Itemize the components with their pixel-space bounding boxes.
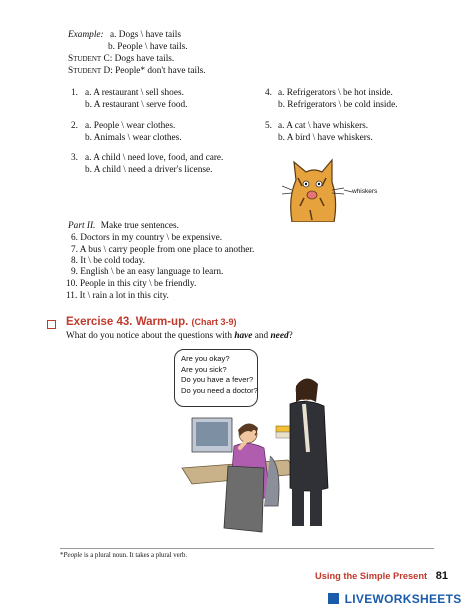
item-number: 3. (71, 153, 78, 163)
keyword-have: have (234, 331, 253, 341)
item-1b: b. A restaurant \ serve food. (85, 100, 188, 110)
part2-instruction: Make true sentences. (100, 221, 179, 231)
footnote-divider (60, 548, 434, 549)
liveworksheets-logo-icon (328, 593, 339, 604)
item-1a: a. A restaurant \ sell shoes. (85, 88, 184, 98)
page-footer (315, 570, 448, 582)
part2-item: 7. A bus \ carry people from one place to another. (71, 245, 255, 255)
student-c-line: C: Dogs have tails. (101, 54, 175, 64)
student-c-name: Student (68, 54, 102, 64)
page-number: 81 (435, 570, 448, 582)
part2-item: 8. It \ be cold today. (71, 256, 146, 266)
example-b: b. People \ have tails. (108, 42, 188, 52)
example-label: Example: (68, 30, 104, 40)
item-3a: a. A child \ need love, food, and care. (85, 153, 224, 163)
item-4b: b. Refrigerators \ be cold inside. (278, 100, 398, 110)
speech-bubble (174, 349, 258, 407)
cat-illustration (282, 150, 372, 222)
item-5a: a. A cat \ have whiskers. (278, 121, 369, 131)
exercise-question: What do you notice about the questions with have and need? (66, 331, 293, 341)
item-4a: a. Refrigerators \ be hot inside. (278, 88, 393, 98)
item-number: 2. (71, 121, 78, 131)
exercise-title: Exercise 43. Warm-up. (66, 316, 189, 328)
item-3b: b. A child \ need a driver's license. (85, 165, 213, 175)
example-a: a. Dogs \ have tails (109, 30, 181, 40)
bubble-line: Are you sick? (181, 364, 227, 374)
exercise-checkbox-icon (47, 320, 56, 329)
part2-item: 10. People in this city \ be friendly. (66, 279, 197, 289)
item-2a: a. People \ wear clothes. (85, 121, 176, 131)
part2-title: Part II. (68, 221, 96, 231)
cat-icon (282, 160, 352, 222)
bubble-line: Do you have a fever? (181, 375, 254, 384)
item-number: 4. (265, 88, 272, 98)
student-d-line: D: People* don't have tails. (101, 66, 206, 76)
part2-item: 9. English \ be an easy language to learn. (71, 267, 224, 277)
bubble-line: Are you okay? (181, 354, 230, 363)
part2-item: 11. It \ rain a lot in this city. (66, 291, 169, 301)
bubble-line: Do you need a doctor? (181, 385, 258, 395)
keyword-need: need (270, 331, 289, 341)
watermark-text: LIVEWORKSHEETS (344, 592, 462, 606)
page-footer-title: Using the Simple Present (315, 571, 428, 581)
student-d-name: Student (68, 66, 102, 76)
whiskers-label: whiskers (352, 188, 378, 195)
item-5b: b. A bird \ have whiskers. (278, 133, 373, 143)
item-2b: b. Animals \ wear clothes. (85, 133, 182, 143)
exercise-chart-ref: (Chart 3-9) (191, 317, 237, 327)
item-number: 5. (265, 121, 272, 131)
footnote: *People is a plural noun. It takes a plural verb. (60, 552, 188, 559)
part2-item: 6. Doctors in my country \ be expensive. (71, 233, 223, 243)
item-number: 1. (71, 88, 78, 98)
